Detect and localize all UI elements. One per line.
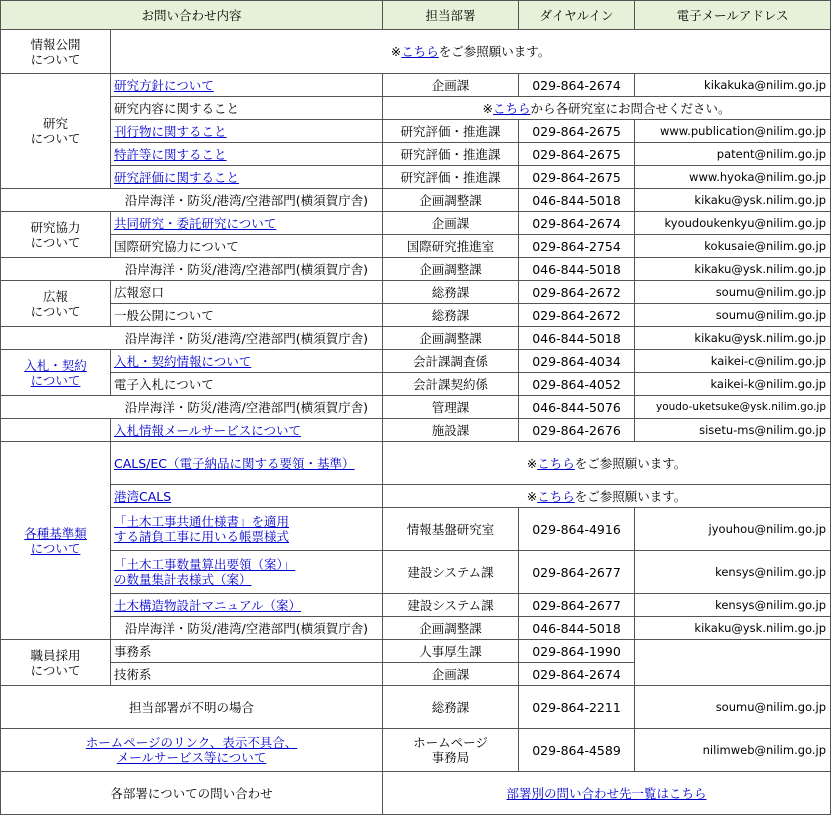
dept-cell: 会計課契約係 [383,373,519,396]
email-cell: www.hyoka@nilim.go.jp [635,166,831,189]
header-content: お問い合わせ内容 [1,1,383,30]
quantity-forms-link[interactable]: 「土木工事数量算出要領（案）」 の数量集計表様式（案） [114,557,296,587]
email-cell: www.publication@nilim.go.jp [635,120,831,143]
research-labs-link[interactable]: こちら [492,100,531,116]
cals-ec-link[interactable]: CALS/EC（電子納品に関する要領・基準） [114,455,355,471]
dept-cell: 企画調整課 [383,189,519,212]
dept-cell: 総務課 [383,686,519,729]
topic-cell: 担当部署が不明の場合 [1,686,383,729]
email-cell: nilimweb@nilim.go.jp [635,729,831,772]
joint-research-link[interactable]: 共同研究・委託研究について [114,215,277,231]
table-row [1,74,831,97]
topic-cell: 沿岸海洋・防災/港湾/空港部門(横須賀庁舎) [1,258,383,281]
table-row [1,551,831,594]
category-pr: 広報 について [1,281,111,327]
dept-cell: 総務課 [383,281,519,304]
info-public-ref: ※こちらをご参照願います。 [111,30,831,74]
bid-info-link[interactable]: 入札・契約情報について [114,353,252,369]
dept-cell: 企画調整課 [383,617,519,640]
topic-cell: 一般公開について [111,304,383,327]
email-cell: kikaku@ysk.nilim.go.jp [635,617,831,640]
port-cals-link[interactable]: 港湾CALS [114,488,172,504]
port-cals-ref-link[interactable]: こちら [537,488,575,504]
table-row [1,120,831,143]
topic-cell: 研究内容に関すること [111,97,383,120]
dept-cell: 企画課 [383,74,519,97]
dept-cell: 研究評価・推進課 [383,143,519,166]
design-manual-link[interactable]: 土木構造物設計マニュアル（案） [114,597,302,613]
homepage-dept: ホームページ 事務局 [383,729,519,772]
research-eval-link[interactable]: 研究評価に関すること [114,169,240,185]
dept-cell: 総務課 [383,304,519,327]
dept-cell: 企画調整課 [383,327,519,350]
dept-cell: 研究評価・推進課 [383,166,519,189]
publication-link[interactable]: 刊行物に関すること [114,123,227,139]
email-cell: kikaku@ysk.nilim.go.jp [635,189,831,212]
table-row [1,30,831,74]
tel-cell: 029-864-2754 [519,235,635,258]
dept-cell: 企画調整課 [383,258,519,281]
table-row [1,772,831,815]
table-row [1,258,831,281]
tel-cell: 046-844-5076 [519,396,635,419]
category-recruit: 職員採用 について [1,640,111,686]
table-row [1,212,831,235]
info-public-link[interactable]: こちら [401,44,439,59]
table-row [1,235,831,258]
tel-cell: 029-864-2674 [519,212,635,235]
tel-cell: 029-864-2677 [519,551,635,594]
cals-ec-ref: ※こちらをご参照願います。 [383,442,831,485]
header-dialin: ダイヤルイン [519,1,635,30]
port-cals-ref: ※こちらをご参照願います。 [383,485,831,508]
topic-cell: 沿岸海洋・防災/港湾/空港部門(横須賀庁舎) [1,189,383,212]
table-row [1,396,831,419]
research-policy-link[interactable]: 研究方針について [114,77,214,93]
header-email: 電子メールアドレス [635,1,831,30]
header-dept: 担当部署 [383,1,519,30]
table-row [1,189,831,212]
table-row [1,143,831,166]
table-row [1,166,831,189]
email-cell: soumu@nilim.go.jp [635,686,831,729]
table-row [1,327,831,350]
table-row [1,373,831,396]
email-cell: kaikei-k@nilim.go.jp [635,373,831,396]
standards-category-link[interactable]: 各種基準類 について [24,525,87,556]
tel-cell: 029-864-2674 [519,663,635,686]
tel-cell: 046-844-5018 [519,617,635,640]
dept-list-link[interactable]: 部署別の問い合わせ先一覧はこちら [506,785,707,801]
email-cell: patent@nilim.go.jp [635,143,831,166]
email-cell: soumu@nilim.go.jp [635,304,831,327]
dept-cell: 建設システム課 [383,551,519,594]
category-bid [1,350,111,396]
email-cell: jyouhou@nilim.go.jp [635,508,831,551]
email-cell: kyoudoukenkyu@nilim.go.jp [635,212,831,235]
dept-cell: 建設システム課 [383,594,519,617]
email-cell: kokusaie@nilim.go.jp [635,235,831,258]
table-row [1,419,831,442]
email-cell: kaikei-c@nilim.go.jp [635,350,831,373]
tel-cell: 029-864-4034 [519,350,635,373]
topic-cell: 広報窓口 [111,281,383,304]
topic-cell: 電子入札について [111,373,383,396]
tel-cell: 046-844-5018 [519,327,635,350]
email-cell: kikakuka@nilim.go.jp [635,74,831,97]
topic-cell: 沿岸海洋・防災/港湾/空港部門(横須賀庁舎) [1,327,383,350]
tel-cell: 029-864-2675 [519,120,635,143]
topic-cell: 沿岸海洋・防災/港湾/空港部門(横須賀庁舎) [1,396,383,419]
table-row [1,594,831,617]
table-row [1,442,831,485]
topic-cell: 技術系 [111,663,383,686]
dept-cell: 施設課 [383,419,519,442]
category-standards [1,442,111,640]
spec-forms-link[interactable]: 「土木工事共通仕様書」を適用 する請負工事に用いる帳票様式 [114,514,290,544]
dept-cell: 人事厚生課 [383,640,519,663]
table-row [1,485,831,508]
topic-cell: 国際研究協力について [111,235,383,258]
table-row [1,350,831,373]
email-cell: kikaku@ysk.nilim.go.jp [635,327,831,350]
tel-cell: 046-844-5018 [519,258,635,281]
category-coop: 研究協力 について [1,212,111,258]
cals-ec-ref-link[interactable]: こちら [537,455,575,471]
table-row [1,686,831,729]
category-research: 研究 について [1,74,111,189]
dept-cell: 企画課 [383,212,519,235]
table-row [1,508,831,551]
email-cell: kensys@nilim.go.jp [635,551,831,594]
dept-cell: 会計課調査係 [383,350,519,373]
table-row [1,281,831,304]
dept-cell: 企画課 [383,663,519,686]
dept-cell: 国際研究推進室 [383,235,519,258]
tel-cell: 029-864-2675 [519,143,635,166]
tel-cell: 029-864-2674 [519,74,635,97]
tel-cell: 029-864-4589 [519,729,635,772]
table-header [1,1,831,30]
topic-cell: 事務系 [111,640,383,663]
bid-mail-service-link[interactable]: 入札情報メールサービスについて [114,422,302,438]
dept-cell: 管理課 [383,396,519,419]
table-row [1,640,831,663]
table-row [1,617,831,640]
category-info-public: 情報公開 について [1,30,111,74]
dept-cell: 研究評価・推進課 [383,120,519,143]
tel-cell: 029-864-2676 [519,419,635,442]
tel-cell: 029-864-1990 [519,640,635,663]
tel-cell: 029-864-2211 [519,686,635,729]
tel-cell: 046-844-5018 [519,189,635,212]
email-cell: kikaku@ysk.nilim.go.jp [635,258,831,281]
homepage-issues-link[interactable]: ホームページのリンク、表示不具合、 メールサービス等について [85,735,298,765]
empty-email-cell [635,640,831,686]
table-row [1,729,831,772]
tel-cell: 029-864-2677 [519,594,635,617]
tel-cell: 029-864-4916 [519,508,635,551]
tel-cell: 029-864-4052 [519,373,635,396]
dept-cell: 情報基盤研究室 [383,508,519,551]
table-row [1,304,831,327]
email-cell: soumu@nilim.go.jp [635,281,831,304]
patent-link[interactable]: 特許等に関すること [114,146,227,162]
email-cell: sisetu-ms@nilim.go.jp [635,419,831,442]
table-row [1,97,831,120]
email-cell: youdo-uketsuke@ysk.nilim.go.jp [635,396,831,419]
research-content-note: ※こちらから各研究室にお問合せください。 [383,97,831,120]
tel-cell: 029-864-2672 [519,281,635,304]
topic-cell: 沿岸海洋・防災/港湾/空港部門(横須賀庁舎) [111,617,383,640]
topic-cell: 各部署についての問い合わせ [1,772,383,815]
tel-cell: 029-864-2672 [519,304,635,327]
tel-cell: 029-864-2675 [519,166,635,189]
email-cell: kensys@nilim.go.jp [635,594,831,617]
bid-category-link[interactable]: 入札・契約 について [24,357,87,388]
